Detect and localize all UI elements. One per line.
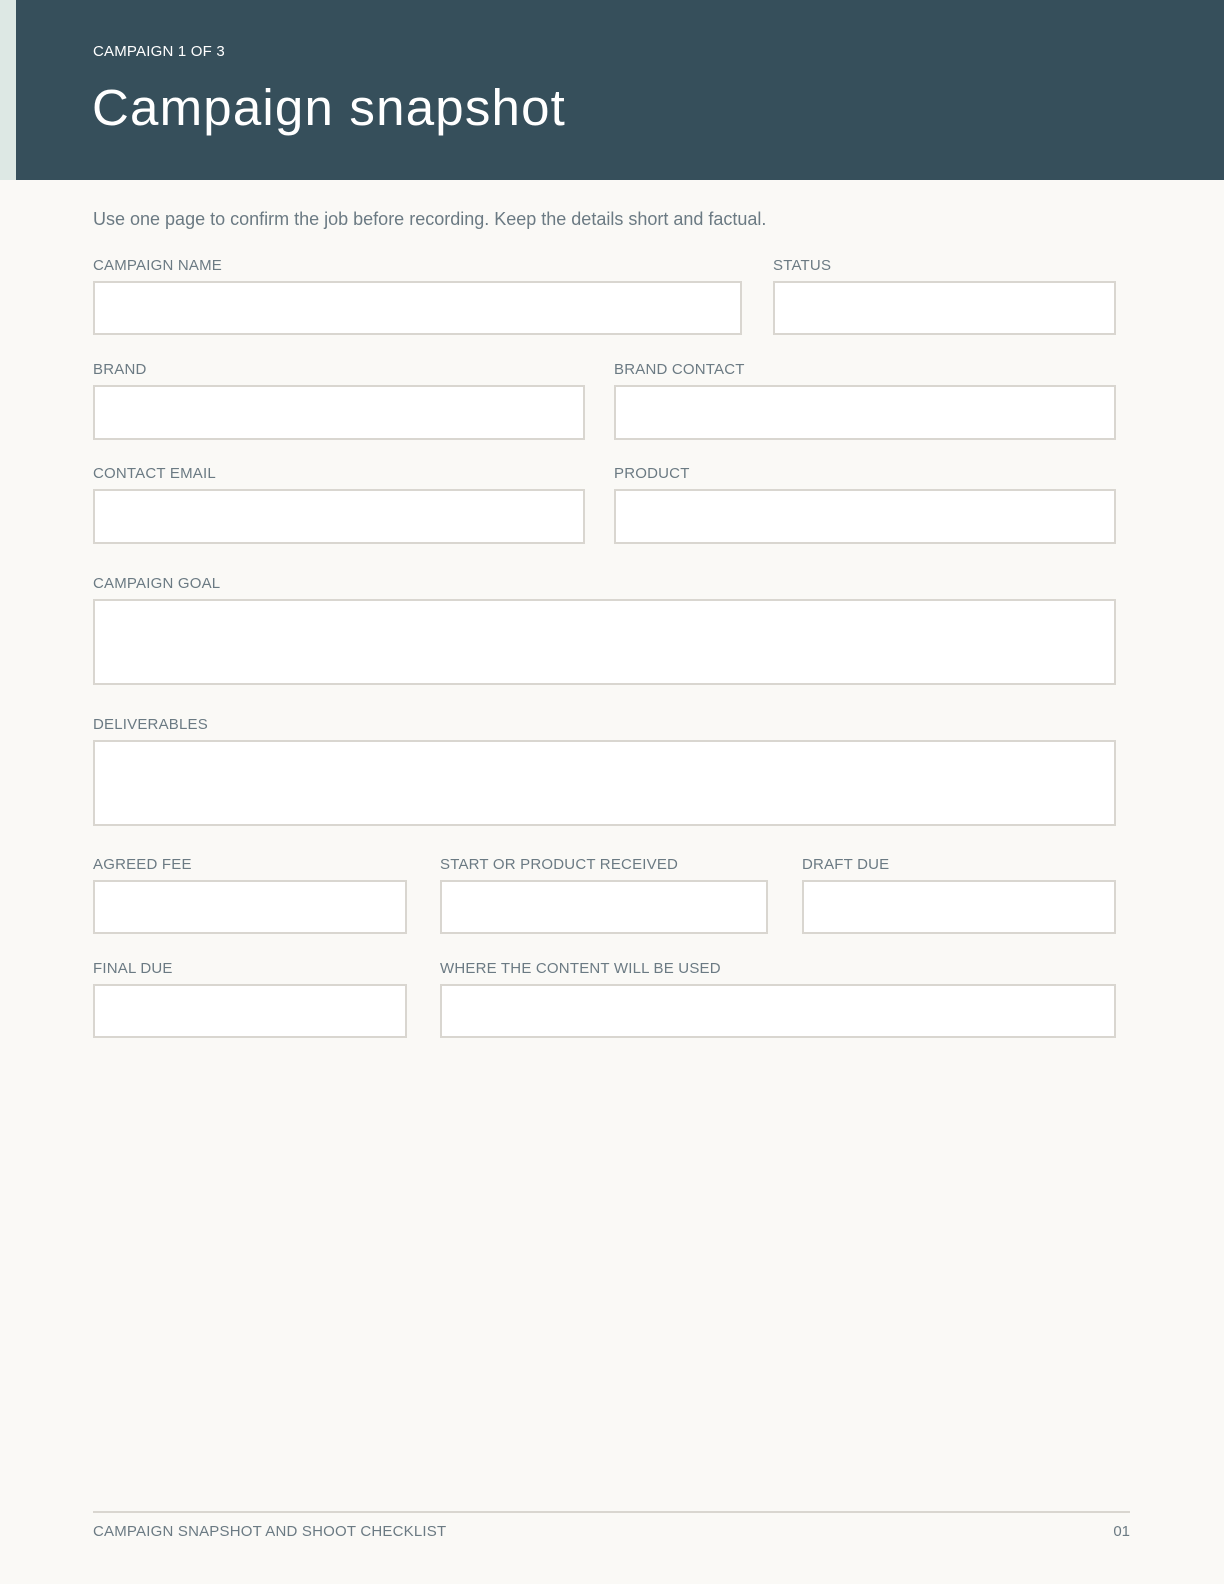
campaign-goal-field[interactable] bbox=[93, 599, 1116, 685]
campaign-goal-label: CAMPAIGN GOAL bbox=[93, 575, 221, 592]
brand-field[interactable] bbox=[93, 385, 585, 440]
campaign-counter: CAMPAIGN 1 OF 3 bbox=[93, 43, 225, 60]
intro-text: Use one page to confirm the job before recording. Keep the details short and factual. bbox=[93, 209, 767, 229]
footer-title: CAMPAIGN SNAPSHOT AND SHOOT CHECKLIST bbox=[93, 1523, 447, 1540]
agreed-fee-label: AGREED FEE bbox=[93, 856, 192, 873]
deliverables-field[interactable] bbox=[93, 740, 1116, 826]
brand-label: BRAND bbox=[93, 361, 147, 378]
page-title: Campaign snapshot bbox=[92, 79, 567, 136]
product-label: PRODUCT bbox=[614, 465, 690, 482]
status-label: STATUS bbox=[773, 257, 832, 274]
draft-due-label: DRAFT DUE bbox=[802, 856, 890, 873]
final-due-label: FINAL DUE bbox=[93, 960, 173, 977]
accent-strip bbox=[0, 0, 16, 180]
campaign-name-label: CAMPAIGN NAME bbox=[93, 257, 223, 274]
campaign-name-field[interactable] bbox=[93, 281, 742, 335]
brand-contact-field[interactable] bbox=[614, 385, 1116, 440]
agreed-fee-field[interactable] bbox=[93, 880, 407, 934]
brand-contact-label: BRAND CONTACT bbox=[614, 361, 745, 378]
contact-email-label: CONTACT EMAIL bbox=[93, 465, 216, 482]
page-number: 01 bbox=[1113, 1523, 1130, 1540]
final-due-field[interactable] bbox=[93, 984, 407, 1038]
deliverables-label: DELIVERABLES bbox=[93, 716, 208, 733]
start-date-label: START OR PRODUCT RECEIVED bbox=[440, 856, 679, 873]
contact-email-field[interactable] bbox=[93, 489, 585, 544]
start-date-field[interactable] bbox=[440, 880, 768, 934]
footer-divider bbox=[93, 1511, 1130, 1513]
status-field[interactable] bbox=[773, 281, 1116, 335]
product-field[interactable] bbox=[614, 489, 1116, 544]
draft-due-field[interactable] bbox=[802, 880, 1116, 934]
content-usage-label: WHERE THE CONTENT WILL BE USED bbox=[440, 960, 721, 977]
content-usage-field[interactable] bbox=[440, 984, 1116, 1038]
